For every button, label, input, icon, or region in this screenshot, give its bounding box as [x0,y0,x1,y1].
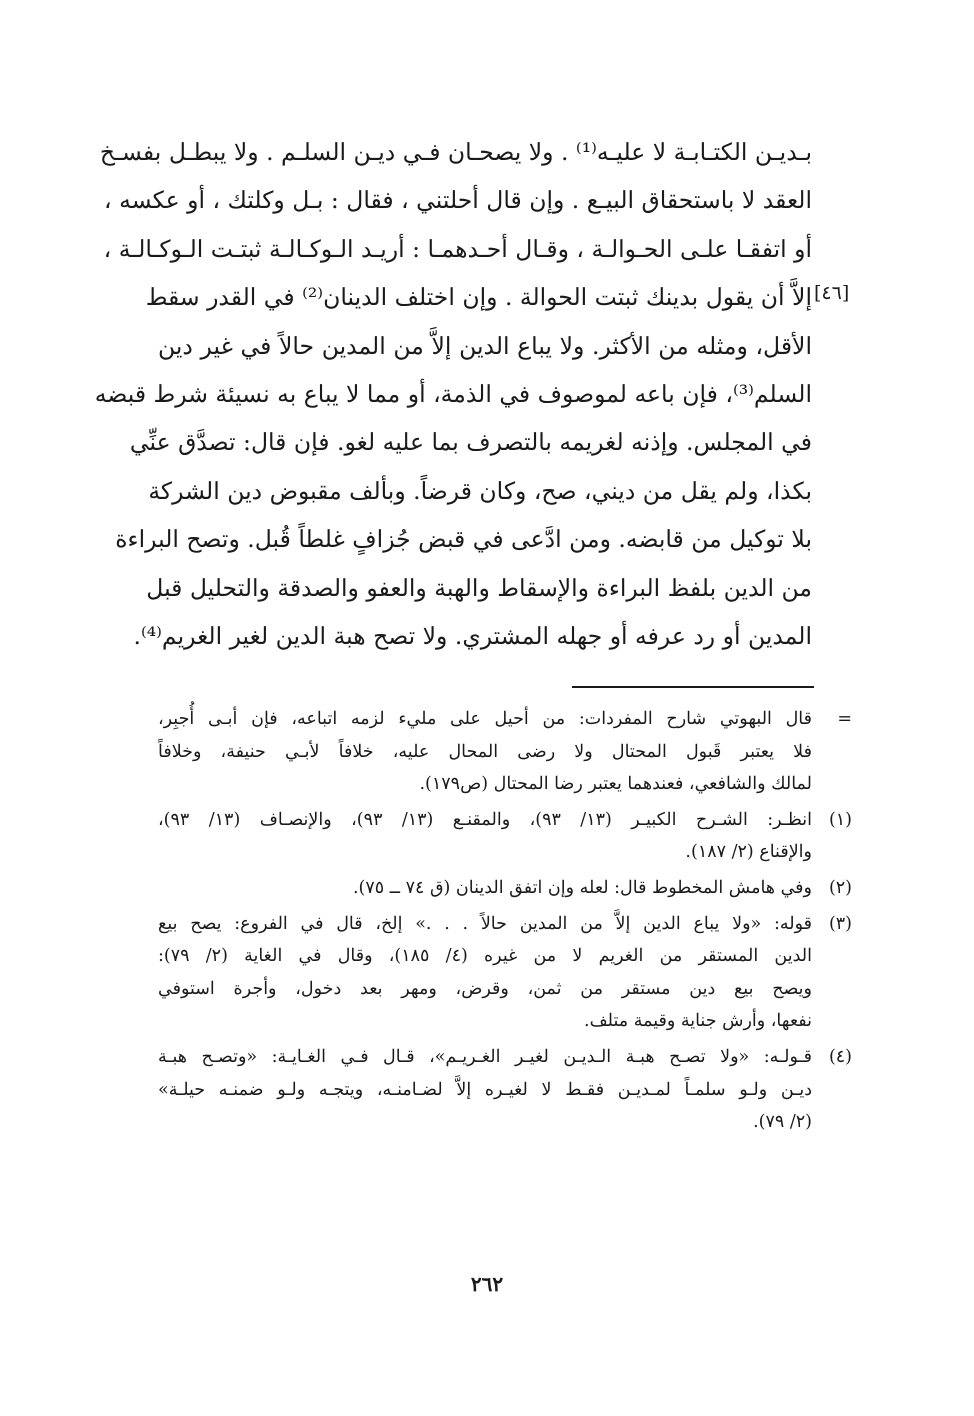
main-text-line: إلاَّ أن يقول بدينك ثبتت الحوالة . وإن اختلف الدينان⁽²⁾ في القدر سقط [145,283,812,312]
footnote [158,908,852,1038]
footnote [158,804,852,869]
main-text-line: الأقل، ومثله من الأكثر. ولا يباع الدين إلاَّ من المدين حالاً في غير دين [158,331,812,360]
main-text-line: أو اتفقـا علـى الحـوالـة ، وقـال أحـدهمـا : أريـد الـوكـالـة ثبتـت الـوكـالـة ، [103,234,812,263]
main-text-line: بـديـن الكتـابـة لا عليـه⁽¹⁾ . ولا يصحـان فـي ديـن السلـم . ولا يبطـل بفسـخ [99,138,812,166]
main-text-line: بلا توكيل من قابضه. ومن ادَّعى في قبض جُزافٍ غلطاً قُبل. وتصح البراءة [115,525,812,554]
footnote-number: (١) [828,809,852,830]
main-text-line: السلم⁽³⁾، فإن باعه لموصوف في الذمة، أو مما لا يباع به نسيئة شرط قبضه [94,380,812,409]
footnote [158,703,852,801]
main-text-line: العقد لا باستحقاق البيـع . وإن قال أحلتني ، فقال : بـل وكلتك ، أو عكسه ، [104,186,812,215]
footnote-number: (٤) [828,1046,852,1067]
footnote-line: نفعها، وأرش جناية وقيمة متلف. [584,1011,812,1032]
main-text-line: في المجلس. وإذنه لغريمه بالتصرف بما عليه لغو. فإن قال: تصدَّق عنِّي [129,428,812,457]
footnote-line: قـولـه: «ولا تصـح هبـة الـديـن لغيـر الغـريـم»، قـال فـي الغـايـة: «وتصـح هبـة [158,1046,812,1067]
main-text-line: المدين أو رد عرفه أو جهله المشتري. ولا تصح هبة الدين لغير الغريم⁽⁴⁾. [133,622,812,651]
main-text-line: من الدين بلفظ البراءة والإسقاط والهبة والعفو والصدقة والتحليل قبل [146,573,812,602]
footnote-number: (٢) [828,877,852,898]
footnote-separator [572,686,814,688]
footnote-line: قوله: «ولا يباع الدين إلاَّ من المدين حالاً . . .» إلخ، قال في الفروع: يصح بيع [158,913,812,934]
footnote-line: الدين المستقر من الغريم لا من غيره (٤/ ١٨٥)، وقال في الغاية (٢/ ٧٩): [158,946,812,967]
footnote-line: لمالك والشافعي، فعندهما يعتبر رضا المحتال (ص١٧٩). [419,774,812,795]
footnote-line: انظـر: الشـرح الكبيـر (١٣/ ٩٣)، والمقنـع (١٣/ ٩٣)، والإنصـاف (١٣/ ٩٣)، [158,809,813,830]
main-text [94,128,812,660]
footnote [158,872,852,905]
footnote-line: قال البهوتي شارح المفردات: من أحيل على مليء لزمه اتباعه، فإن أبـى أُجبِر، [158,709,812,729]
main-text-line: بكذا، ولم يقل من ديني، صح، وكان قرضاً. وبألف مقبوض دين الشركة [148,476,812,505]
footnotes [158,703,852,1142]
page-number: ٢٦٢ [470,1272,504,1296]
footnote-line: والإقناع (٢/ ١٨٧). [685,842,812,863]
footnote-line: (٢/ ٧٩). [753,1112,812,1133]
footnote [158,1041,852,1139]
footnote-line: ديـن ولـو سلمـاً لمـديـن فقـط لا لغيـره إلاَّ لضـامنـه، ويتجـه ولـو ضمنـه حيلـة» [158,1079,812,1100]
footnote-line: ويصح بيع دين مستقر من ثمن، وقرض، ومهر بعد دخول، وأجرة استوفي [158,978,812,999]
footnote-line: فلا يعتبر قَبول المحتال ولا رضى المحال عليه، خلافاً لأبـي حنيفة، وخلافاً [158,741,812,762]
footnote-line: وفي هامش المخطوط قال: لعله وإن اتفق الدينان (ق ٧٤ ــ ٧٥). [352,877,812,898]
margin-marker: [٤٦] [814,282,850,304]
footnote-number: (٣) [828,913,852,934]
footnote-number: = [837,709,852,729]
